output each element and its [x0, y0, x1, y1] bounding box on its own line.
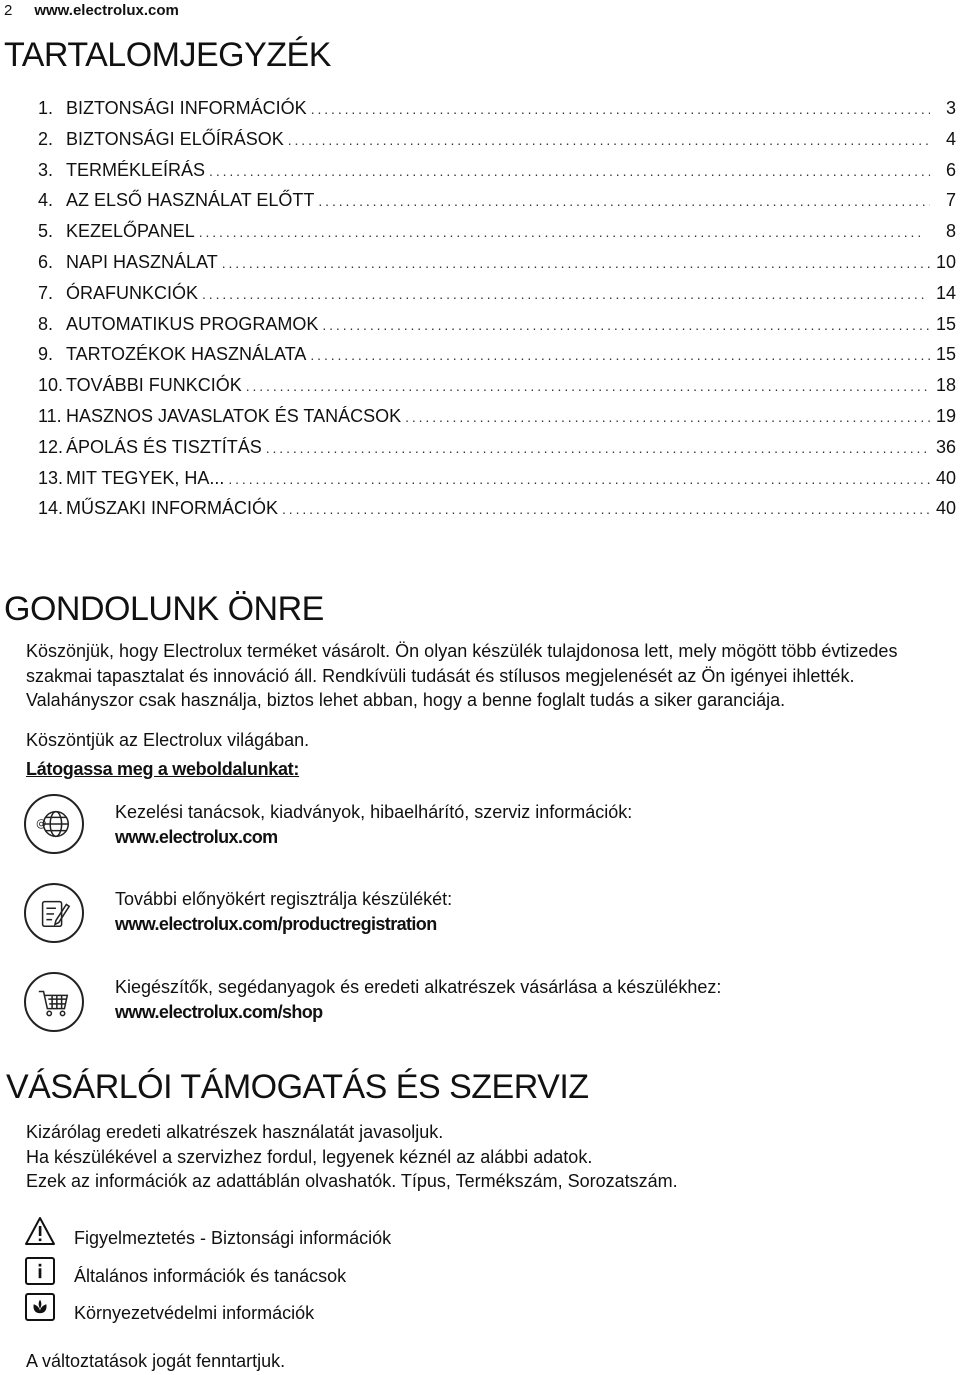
toc-item-title: NAPI HASZNÁLAT	[66, 251, 218, 272]
shop-link[interactable]: www.electrolux.com/shop	[115, 1002, 323, 1022]
toc-leader-dots	[222, 255, 930, 271]
toc-item-3[interactable]	[38, 160, 956, 191]
toc-item-page: 18	[935, 375, 956, 396]
toc-item-4[interactable]	[38, 190, 956, 221]
toc-leader-dots	[266, 440, 930, 456]
support-paragraph	[26, 1120, 946, 1194]
toc-item-title: AZ ELSŐ HASZNÁLAT ELŐTT	[66, 190, 315, 211]
toc-leader-dots	[199, 224, 930, 240]
toc-item-title: HASZNOS JAVASLATOK ÉS TANÁCSOK	[66, 405, 402, 426]
toc-item-11[interactable]	[38, 406, 956, 437]
legend-warning-text: Figyelmeztetés - Biztonsági információk	[74, 1228, 392, 1248]
page-header	[4, 2, 179, 19]
shopping-cart-icon	[24, 972, 84, 1032]
toc-item-page: 40	[935, 467, 956, 488]
toc-item-title: TERMÉKLEÍRÁS	[66, 159, 206, 180]
toc-item-2[interactable]	[38, 129, 956, 160]
warning-icon	[24, 1216, 56, 1246]
service-link-text: Kezelési tanácsok, kiadványok, hibaelhárító, szerviz információk:	[115, 802, 633, 822]
service-link-1	[115, 800, 632, 850]
toc-item-page: 10	[935, 251, 956, 272]
toc-item-number: 1.	[38, 98, 54, 118]
toc-item-number: 7.	[38, 282, 54, 303]
service-link-text: Kiegészítők, segédanyagok és eredeti alkatrészek vásárlása a készülékhez:	[115, 977, 722, 997]
section-title-support: VÁSÁRLÓI TÁMOGATÁS ÉS SZERVIZ	[6, 1068, 589, 1106]
support-line: Kizárólag eredeti alkatrészek használatát javasoljuk.	[26, 1122, 444, 1142]
toc-leader-dots	[202, 286, 930, 302]
toc-title: TARTALOMJEGYZÉK	[4, 36, 331, 74]
toc-leader-dots	[311, 101, 930, 117]
intro-line: Köszönjük, hogy Electrolux terméket vásárolt. Ön olyan készülék tulajdonosa lett, mely mögött több évtizedes	[26, 641, 898, 661]
toc-item-page: 6	[945, 159, 956, 180]
toc-item-number: 13.	[38, 467, 64, 488]
header-url[interactable]: www.electrolux.com	[34, 2, 179, 19]
toc-item-page: 14	[935, 282, 956, 303]
toc-item-number: 11.	[38, 405, 62, 426]
toc-leader-dots	[282, 501, 930, 517]
toc-item-title: KEZELŐPANEL	[66, 221, 195, 242]
page-number: 2	[4, 2, 13, 19]
toc-item-number: 10.	[38, 375, 64, 396]
legend-environment-text: Környezetvédelmi információk	[74, 1303, 315, 1323]
toc-item-title: MIT TEGYEK, HA...	[66, 467, 225, 488]
environment-icon	[24, 1292, 56, 1322]
toc-item-page: 8	[945, 221, 956, 242]
toc-item-13[interactable]	[38, 468, 956, 499]
toc-item-number: 9.	[38, 344, 54, 365]
registration-icon	[24, 883, 84, 943]
toc-item-page: 15	[935, 313, 956, 334]
toc-item-5[interactable]	[38, 221, 956, 252]
toc-item-number: 8.	[38, 313, 54, 334]
intro-line: Valahányszor csak használja, biztos lehet abban, hogy a benne foglalt tudás a siker garanciája.	[26, 690, 786, 710]
toc-item-number: 2.	[38, 128, 54, 149]
info-icon	[24, 1256, 56, 1286]
toc-item-number: 3.	[38, 159, 54, 180]
toc-item-number: 6.	[38, 251, 54, 272]
toc-item-title: AUTOMATIKUS PROGRAMOK	[66, 313, 319, 334]
toc-item-title: TARTOZÉKOK HASZNÁLATA	[66, 344, 307, 365]
toc-item-7[interactable]	[38, 283, 956, 314]
toc-item-title: BIZTONSÁGI INFORMÁCIÓK	[66, 98, 307, 118]
toc-item-number: 14.	[38, 498, 64, 519]
toc-item-1[interactable]	[38, 98, 956, 129]
service-link-2	[115, 887, 452, 937]
toc-item-page: 7	[945, 190, 956, 211]
intro-line: szakmai tapasztalat és innováció áll. Rendkívüli tudását és stílusos megjelenését az Ön igényei ihlették.	[26, 665, 855, 686]
toc-item-page: 15	[935, 344, 956, 365]
toc-item-title: ÓRAFUNKCIÓK	[66, 282, 199, 303]
toc-item-9[interactable]	[38, 344, 956, 375]
toc-item-8[interactable]	[38, 314, 956, 345]
toc-item-6[interactable]	[38, 252, 956, 283]
legend-info-text: Általános információk és tanácsok	[74, 1266, 347, 1286]
toc-item-number: 4.	[38, 190, 54, 211]
toc-item-12[interactable]	[38, 437, 956, 468]
toc-leader-dots	[310, 347, 930, 363]
toc-leader-dots	[209, 163, 930, 179]
toc-item-title: TOVÁBBI FUNKCIÓK	[66, 375, 242, 396]
toc-item-page: 19	[935, 405, 956, 426]
toc-item-10[interactable]	[38, 375, 956, 406]
toc-item-title: BIZTONSÁGI ELŐÍRÁSOK	[66, 128, 284, 149]
toc-leader-dots	[246, 378, 930, 394]
toc-item-number: 5.	[38, 221, 54, 242]
table-of-contents	[38, 98, 956, 529]
toc-item-page: 40	[935, 498, 956, 519]
toc-item-page: 4	[945, 128, 956, 149]
support-line: Ezek az információk az adattáblán olvashatók. Típus, Termékszám, Sorozatszám.	[26, 1171, 678, 1191]
toc-leader-dots	[322, 317, 930, 333]
svg-text:@: @	[35, 817, 47, 830]
globe-icon	[24, 794, 84, 854]
service-link-3	[115, 975, 721, 1025]
toc-item-number: 12.	[38, 436, 64, 457]
toc-item-page: 3	[945, 98, 956, 118]
toc-leader-dots	[288, 132, 930, 148]
footer-note: A változtatások jogát fenntartjuk.	[26, 1351, 286, 1371]
toc-leader-dots	[405, 409, 930, 425]
toc-leader-dots	[318, 193, 930, 209]
website-link[interactable]: www.electrolux.com	[115, 827, 278, 847]
intro-paragraph	[26, 639, 946, 713]
toc-item-title: ÁPOLÁS ÉS TISZTÍTÁS	[66, 436, 262, 457]
toc-leader-dots	[228, 471, 930, 487]
toc-item-page: 36	[935, 436, 956, 457]
visit-heading: Látogassa meg a weboldalunkat:	[26, 759, 300, 779]
support-line: Ha készülékével a szervizhez fordul, legyenek kéznél az alábbi adatok.	[26, 1146, 593, 1167]
toc-item-title: MŰSZAKI INFORMÁCIÓK	[66, 498, 279, 519]
registration-link[interactable]: www.electrolux.com/productregistration	[115, 914, 437, 934]
welcome-text: Köszöntjük az Electrolux világában.	[26, 730, 310, 750]
service-link-text: További előnyökért regisztrálja készülékét:	[115, 889, 453, 909]
section-title-gondolunk: GONDOLUNK ÖNRE	[4, 590, 324, 628]
toc-item-14[interactable]	[38, 498, 956, 529]
